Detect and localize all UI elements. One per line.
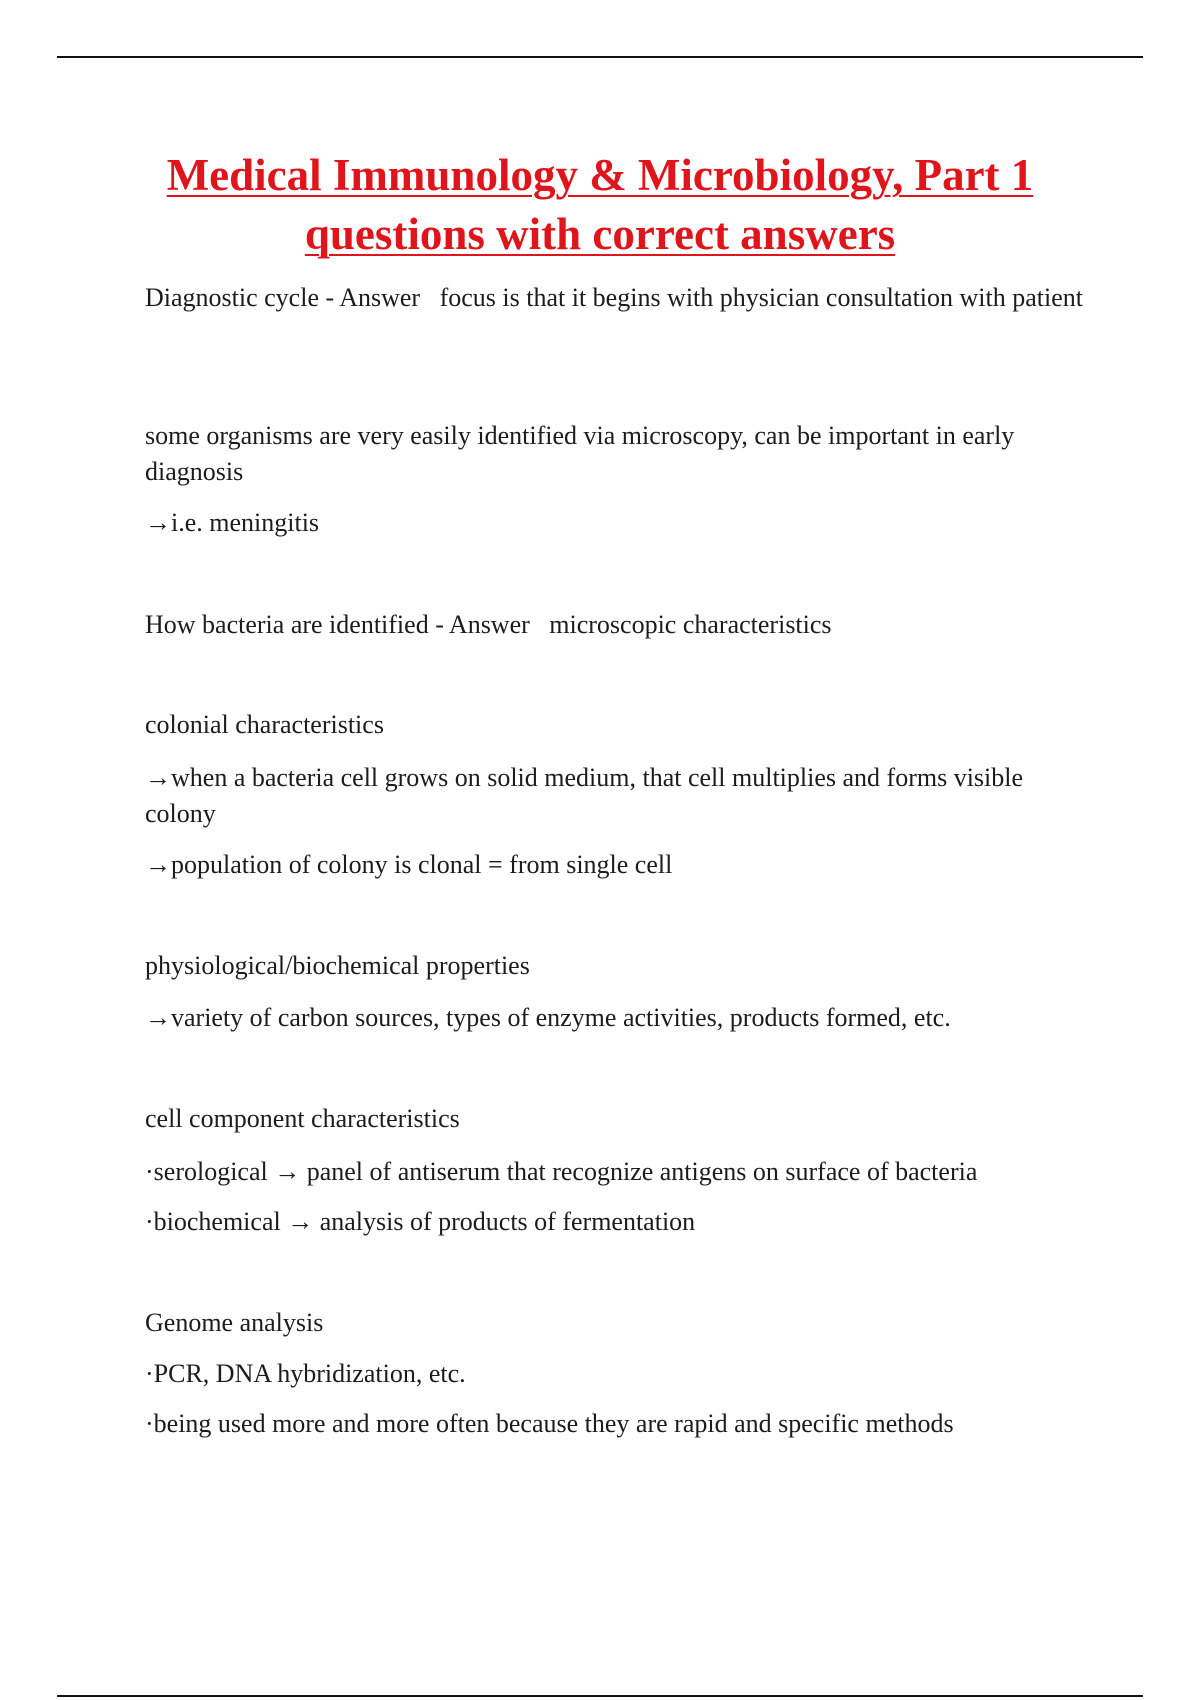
title-line-1: Medical Immunology & Microbiology, Part 1 [166,150,1034,200]
paragraph-biochemical: ·biochemical → analysis of products of fermentation [145,1207,696,1236]
paragraph-genome-analysis: Genome analysis [145,1308,324,1337]
paragraph-colonial-characteristics: colonial characteristics [145,710,384,739]
paragraph-meningitis: →i.e. meningitis [145,508,320,537]
paragraph-how-bacteria-identified: How bacteria are identified - Answer microscopic characteristics [145,610,832,639]
title-line-2: questions with correct answers [304,209,896,259]
page-title [100,146,1100,264]
paragraph-pcr: ·PCR, DNA hybridization, etc. [145,1359,466,1388]
paragraph-microscopy: some organisms are very easily identified via microscopy, can be important in early diagnosis [145,421,1021,486]
paragraph-physiological-properties: physiological/biochemical properties [145,951,530,980]
paragraph-serological: ·serological → panel of antiserum that recognize antigens on surface of bacteria [145,1157,978,1186]
paragraph-diagnostic-cycle: Diagnostic cycle - Answer focus is that it begins with physician consultation with patient [145,283,1083,312]
paragraph-cell-component: cell component characteristics [145,1104,460,1133]
paragraph-clonal-colony: →population of colony is clonal = from single cell [145,850,673,879]
bottom-rule [57,1695,1143,1697]
paragraph-colony-growth: →when a bacteria cell grows on solid medium, that cell multiplies and forms visible colony [145,763,1030,828]
top-rule [57,56,1143,58]
paragraph-rapid-methods: ·being used more and more often because they are rapid and specific methods [145,1409,954,1438]
paragraph-carbon-sources: →variety of carbon sources, types of enzyme activities, products formed, etc. [145,1003,951,1032]
